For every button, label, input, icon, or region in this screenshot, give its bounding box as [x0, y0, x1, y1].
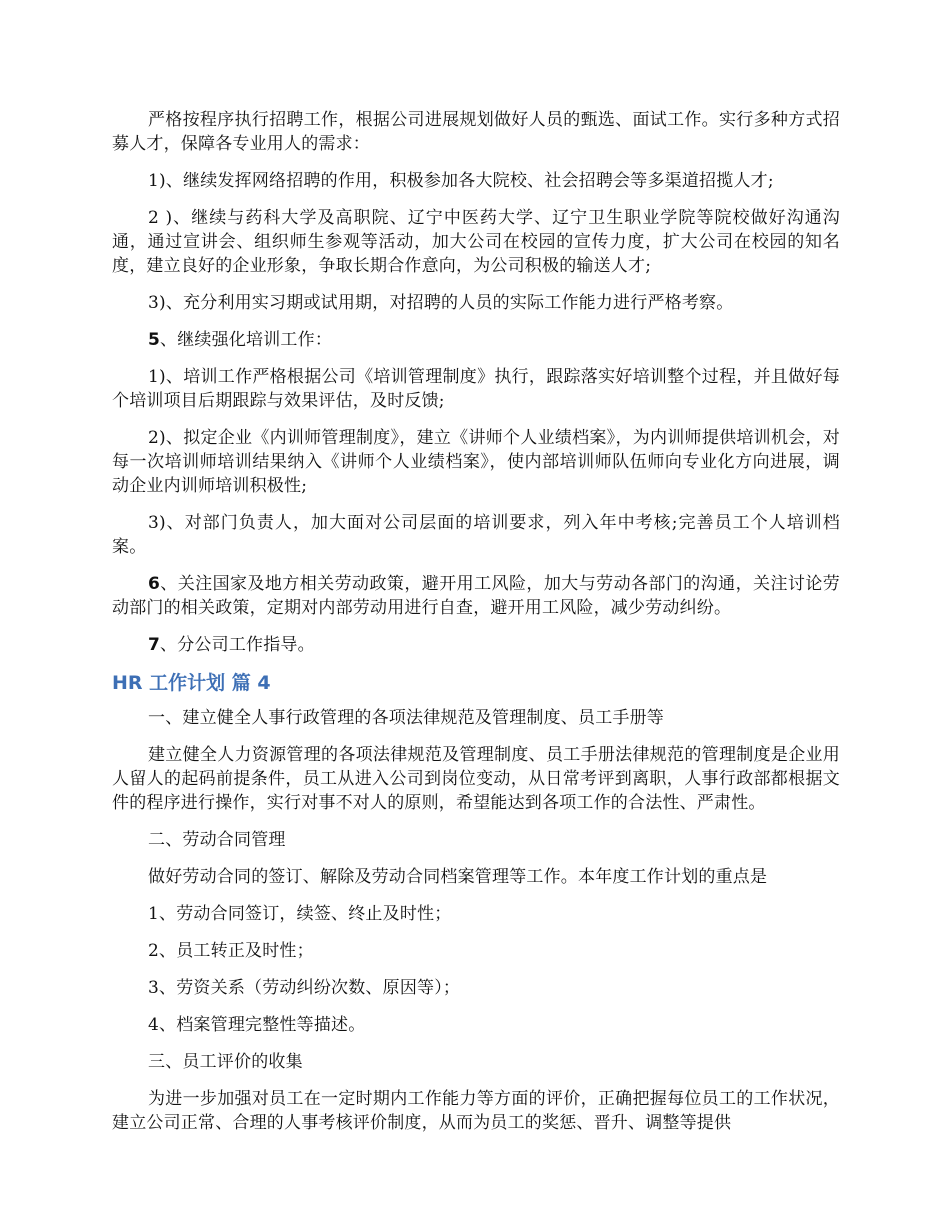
paragraph-recruitment-intro: 严格按程序执行招聘工作，根据公司进展规划做好人员的甄选、面试工作。实行多种方式招募人才，保障各专业用人的需求： [112, 110, 840, 154]
paragraph-section-1-body: 建立健全人力资源管理的各项法律规范及管理制度、员工手册法律规范的管理制度是企业用人留人的起码前提条件，员工从进入公司到岗位变动，从日常考评到离职，人事行政部都根据文件的程序进行操作，实行对事不对人的原则，希望能达到各项工作的合法性、严肃性。 [112, 745, 840, 813]
paragraph-recruit-item-3: 3)、充分利用实习期或试用期，对招聘的人员的实际工作能力进行严格考察。 [148, 293, 734, 313]
paragraph-item-5 [112, 328, 840, 352]
paragraph-recruit-item-2: 2 )、继续与药科大学及高职院、辽宁中医药大学、辽宁卫生职业学院等院校做好沟通沟通，通过宣讲会、组织师生参观等活动，加大公司在校园的宣传力度，扩大公司在校园的知名度，建立良好的企业形象，争取长期合作意向，为公司积极的输送人才; [112, 208, 840, 276]
item-7-text: 、分公司工作指导。 [160, 635, 315, 655]
item-6-number: 6 [148, 574, 161, 594]
item-5-text: 、继续强化培训工作： [160, 330, 333, 350]
section-heading: HR 工作计划 篇 4 [112, 672, 271, 694]
paragraph-section-2-title: 二、劳动合同管理 [148, 830, 286, 850]
paragraph-training-item-2: 2)、拟定企业《内训师管理制度》，建立《讲师个人业绩档案》，为内训师提供培训机会，对每一次培训师培训结果纳入《讲师个人业绩档案》，使内部培训师队伍师向专业化方向进展，调动企业内训师培训积极性; [112, 428, 840, 496]
paragraph-recruit-item-1: 1)、继续发挥网络招聘的作用，积极参加各大院校、社会招聘会等多渠道招揽人才; [148, 171, 774, 191]
paragraph-item-6 [112, 572, 840, 620]
paragraph-section-2-body: 做好劳动合同的签订、解除及劳动合同档案管理等工作。本年度工作计划的重点是 [148, 867, 768, 887]
item-7-number: 7 [148, 635, 161, 655]
paragraph-contract-item-2: 2、员工转正及时性； [148, 941, 314, 961]
paragraph-item-7 [112, 633, 840, 657]
paragraph-contract-item-3: 3、劳资关系（劳动纠纷次数、原因等）； [148, 978, 461, 998]
paragraph-section-1-title: 一、建立健全人事行政管理的各项法律规范及管理制度、员工手册等 [148, 708, 664, 728]
paragraph-contract-item-1: 1、劳动合同签订，续签、终止及时性； [148, 904, 452, 924]
document-page [112, 108, 840, 1148]
paragraph-training-item-3: 3)、对部门负责人，加大面对公司层面的培训要求，列入年中考核;完善员工个人培训档案。 [112, 513, 840, 557]
item-6-text: 、关注国家及地方相关劳动政策，避开用工风险，加大与劳动各部门的沟通，关注讨论劳动部门的相关政策，定期对内部劳动用进行自查，避开用工风险，减少劳动纠纷。 [112, 574, 840, 618]
item-5-number: 5 [148, 330, 161, 350]
paragraph-training-item-1: 1)、培训工作严格根据公司《培训管理制度》执行，跟踪落实好培训整个过程，并且做好每个培训项目后期跟踪与效果评估，及时反馈; [112, 367, 840, 411]
paragraph-section-3-title: 三、员工评价的收集 [148, 1052, 303, 1072]
paragraph-section-3-body: 为进一步加强对员工在一定时期内工作能力等方面的评价，正确把握每位员工的工作状况，建立公司正常、合理的人事考核评价制度，从而为员工的奖惩、晋升、调整等提供 [112, 1089, 840, 1133]
paragraph-contract-item-4: 4、档案管理完整性等描述。 [148, 1015, 366, 1035]
